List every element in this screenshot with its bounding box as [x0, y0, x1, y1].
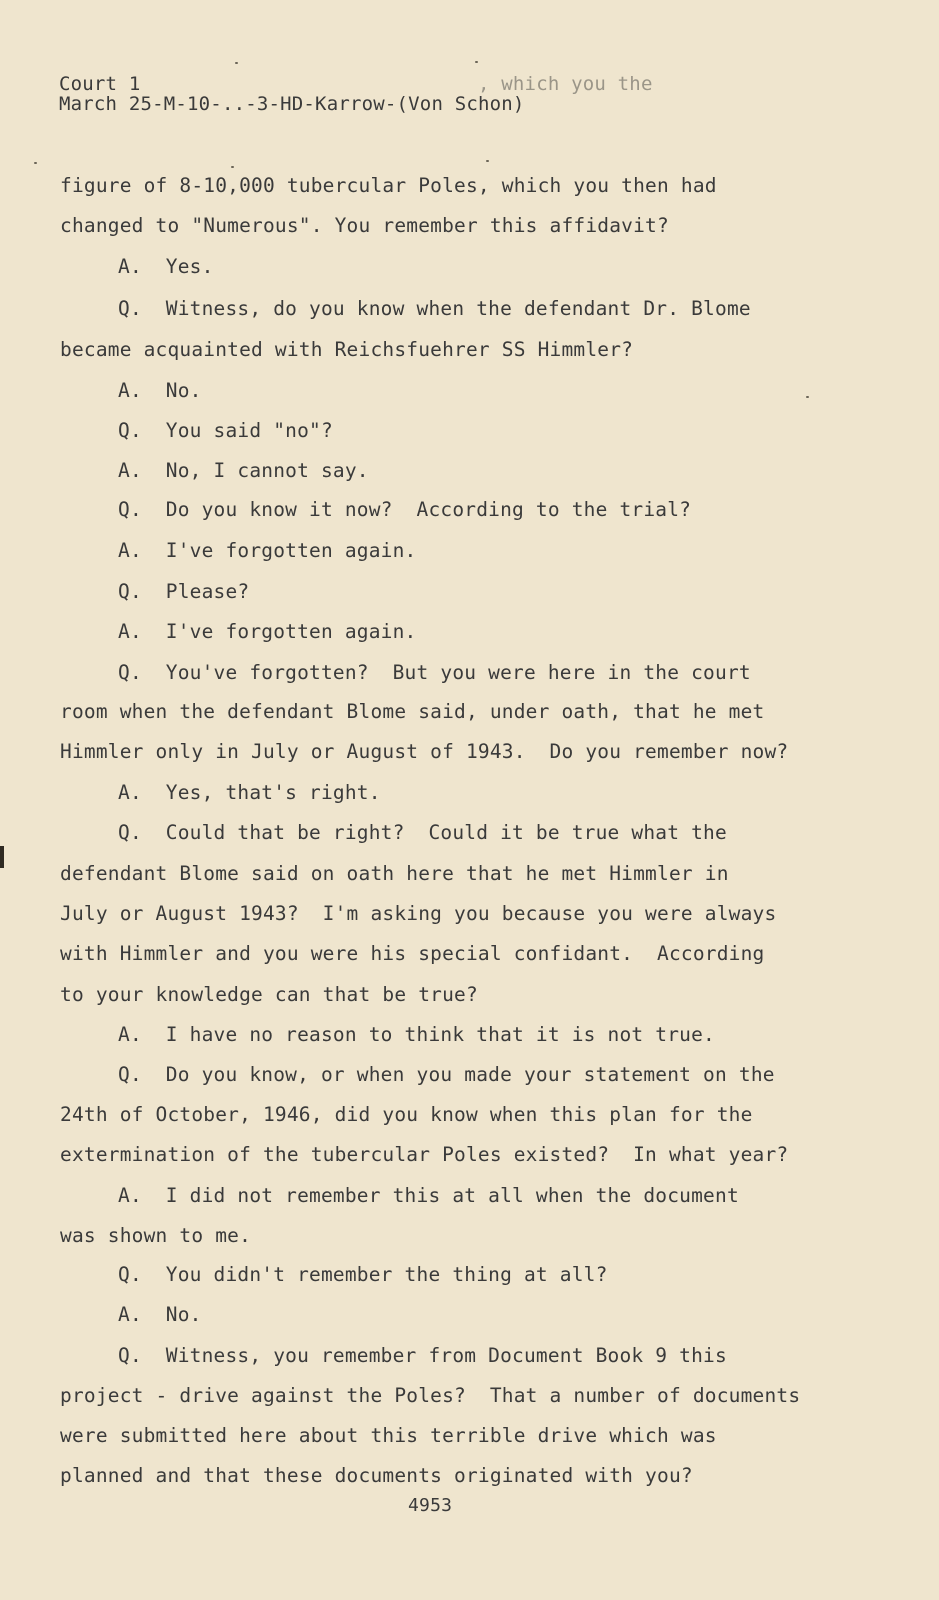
page-number: 4953 — [408, 1495, 453, 1516]
header-court: Court 1 — [59, 73, 141, 95]
header-session: March 25-M-10-..-3-HD-Karrow-(Von Schon) — [59, 93, 525, 115]
text-line: was shown to me. — [60, 1224, 252, 1247]
text-line: planned and that these documents originated with you? — [60, 1464, 693, 1487]
text-line: Q. Witness, you remember from Document Book 9 this — [118, 1344, 727, 1367]
text-line: changed to "Numerous". You remember this affidavit? — [60, 214, 669, 237]
paper-speck — [486, 160, 489, 162]
text-line: extermination of the tubercular Poles existed? In what year? — [60, 1143, 789, 1166]
text-line: to your knowledge can that be true? — [60, 983, 478, 1006]
text-line: figure of 8-10,000 tubercular Poles, which you then had — [60, 174, 717, 197]
header-faint-text: , which you the — [478, 73, 653, 95]
text-line: defendant Blome said on oath here that he met Himmler in — [60, 862, 729, 885]
text-line: project - drive against the Poles? That a number of documents — [60, 1384, 801, 1407]
text-line: A. Yes. — [118, 255, 214, 278]
text-line: A. I did not remember this at all when the document — [118, 1184, 739, 1207]
paper-speck — [475, 61, 478, 63]
text-line: A. I have no reason to think that it is not true. — [118, 1023, 715, 1046]
paper-speck — [231, 166, 234, 168]
text-line: Himmler only in July or August of 1943. Do you remember now? — [60, 740, 789, 763]
text-line: Q. You've forgotten? But you were here in the court — [118, 661, 751, 684]
text-line: A. No. — [118, 1303, 202, 1326]
text-line: A. No. — [118, 379, 202, 402]
text-line: 24th of October, 1946, did you know when this plan for the — [60, 1103, 753, 1126]
text-line: became acquainted with Reichsfuehrer SS Himmler? — [60, 338, 634, 361]
text-line: Q. Please? — [118, 580, 250, 603]
text-line: A. I've forgotten again. — [118, 539, 417, 562]
text-line: Q. Witness, do you know when the defendant Dr. Blome — [118, 297, 751, 320]
paper-speck — [34, 162, 37, 164]
text-line: Q. Do you know, or when you made your statement on the — [118, 1063, 775, 1086]
text-line: Q. You didn't remember the thing at all? — [118, 1263, 608, 1286]
text-line: A. Yes, that's right. — [118, 781, 381, 804]
text-line: July or August 1943? I'm asking you because you were always — [60, 902, 777, 925]
text-line: Q. You said "no"? — [118, 419, 333, 442]
paper-speck — [235, 62, 238, 64]
text-line: were submitted here about this terrible drive which was — [60, 1424, 717, 1447]
paper-speck — [806, 396, 809, 398]
text-line: Q. Could that be right? Could it be true what the — [118, 821, 727, 844]
text-line: room when the defendant Blome said, under oath, that he met — [60, 700, 765, 723]
scan-edge-mark — [0, 846, 4, 868]
text-line: with Himmler and you were his special confidant. According — [60, 942, 765, 965]
text-line: A. I've forgotten again. — [118, 620, 417, 643]
text-line: Q. Do you know it now? According to the trial? — [118, 498, 692, 521]
text-line: A. No, I cannot say. — [118, 459, 369, 482]
